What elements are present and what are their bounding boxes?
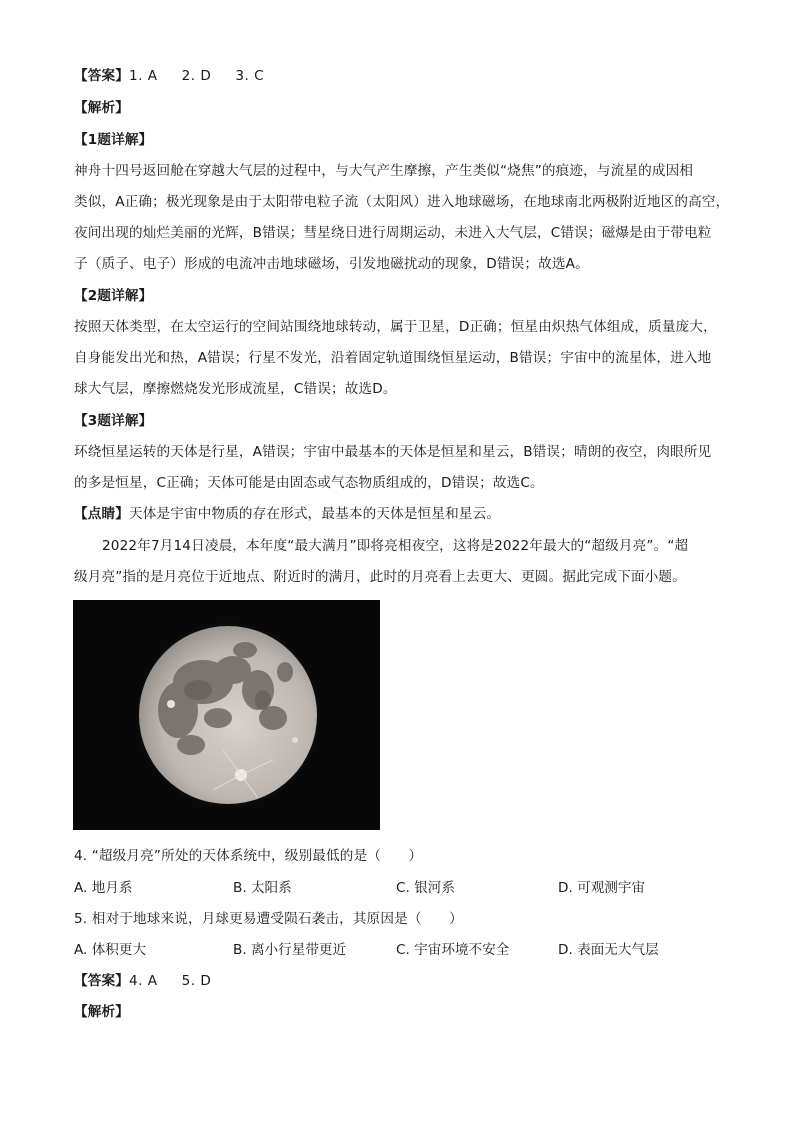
intro-text-line: 2022年7月14日凌晨，本年度“最大满月”即将亮相夜空，这将是2022年最大的“超级月亮”。“超 (102, 538, 689, 554)
q5-option-b[interactable]: B. 离小行星带更近 (233, 942, 347, 958)
answer-label: 【答案】 (74, 68, 129, 84)
q4-option-c[interactable]: C. 银河系 (396, 880, 455, 896)
detail-2-text-line: 自身能发出光和热，A错误；行星不发光，沿着固定轨道围绕恒星运动，B错误；宇宙中的流星体，进入地 (74, 350, 712, 366)
question-4-stem: 4. “超级月亮”所处的天体系统中，级别最低的是（ ） (74, 848, 423, 864)
q5-option-c[interactable]: C. 宇宙环境不安全 (396, 942, 510, 958)
intro-text-line: 级月亮”指的是月亮位于近地点、附近时的满月，此时的月亮看上去更大、更圆。据此完成下面小题。 (74, 569, 686, 585)
q4-option-a[interactable]: A. 地月系 (74, 880, 133, 896)
detail-1-text-line: 夜间出现的灿烂美丽的光辉，B错误；彗星绕日进行周期运动，未进入大气层，C错误；磁爆是由于带电粒 (74, 225, 712, 241)
q5-option-d[interactable]: D. 表面无大气层 (558, 942, 659, 958)
detail-1-text-line: 子（质子、电子）形成的电流冲击地球磁场，引发地磁扰动的现象，D错误；故选A。 (74, 256, 589, 272)
full-moon-photo (73, 600, 380, 830)
answer-1: 1. A (128, 68, 158, 84)
answer-5: 5. D (181, 973, 212, 989)
analysis-label: 【解析】 (74, 100, 129, 116)
answer-line-q1-3 (74, 66, 726, 86)
detail-1-text-line: 类似，A正确；极光现象是由于太阳带电粒子流（太阳风）进入地球磁场，在地球南北两极附近地区的高空， (74, 194, 730, 210)
q5-option-a[interactable]: A. 体积更大 (74, 942, 147, 958)
answer-3: 3. C (235, 68, 265, 84)
detail-2-label: 【2题详解】 (74, 288, 153, 304)
tip-text: 天体是宇宙中物质的存在形式，最基本的天体是恒星和星云。 (128, 506, 501, 522)
detail-1-label: 【1题详解】 (74, 132, 153, 148)
moon-icon (73, 600, 380, 830)
tip-line (74, 504, 726, 524)
detail-3-text-line: 的多是恒星，C正确；天体可能是由固态或气态物质组成的，D错误；故选C。 (74, 475, 544, 491)
detail-2-text-line: 按照天体类型，在太空运行的空间站围绕地球转动，属于卫星，D正确；恒星由炽热气体组成，质量庞大， (74, 319, 717, 335)
answer-4: 4. A (128, 973, 158, 989)
answer-line-q4-5 (74, 971, 726, 991)
answer-2: 2. D (181, 68, 212, 84)
tip-label: 【点睛】 (74, 506, 129, 522)
question-5-stem: 5. 相对于地球来说，月球更易遭受陨石袭击，其原因是（ ） (74, 911, 463, 927)
detail-1-text-line: 神舟十四号返回舱在穿越大气层的过程中，与大气产生摩擦，产生类似“烧焦”的痕迹，与流星的成因相 (74, 163, 694, 179)
detail-2-text-line: 球大气层，摩擦燃烧发光形成流星，C错误；故选D。 (74, 381, 397, 397)
q4-option-b[interactable]: B. 太阳系 (233, 880, 292, 896)
answer-label: 【答案】 (74, 973, 129, 989)
detail-3-label: 【3题详解】 (74, 413, 153, 429)
detail-3-text-line: 环绕恒星运转的天体是行星，A错误；宇宙中最基本的天体是恒星和星云，B错误；晴朗的夜空，肉眼所见 (74, 444, 712, 460)
q4-option-d[interactable]: D. 可观测宇宙 (558, 880, 646, 896)
analysis-label-2: 【解析】 (74, 1004, 129, 1020)
